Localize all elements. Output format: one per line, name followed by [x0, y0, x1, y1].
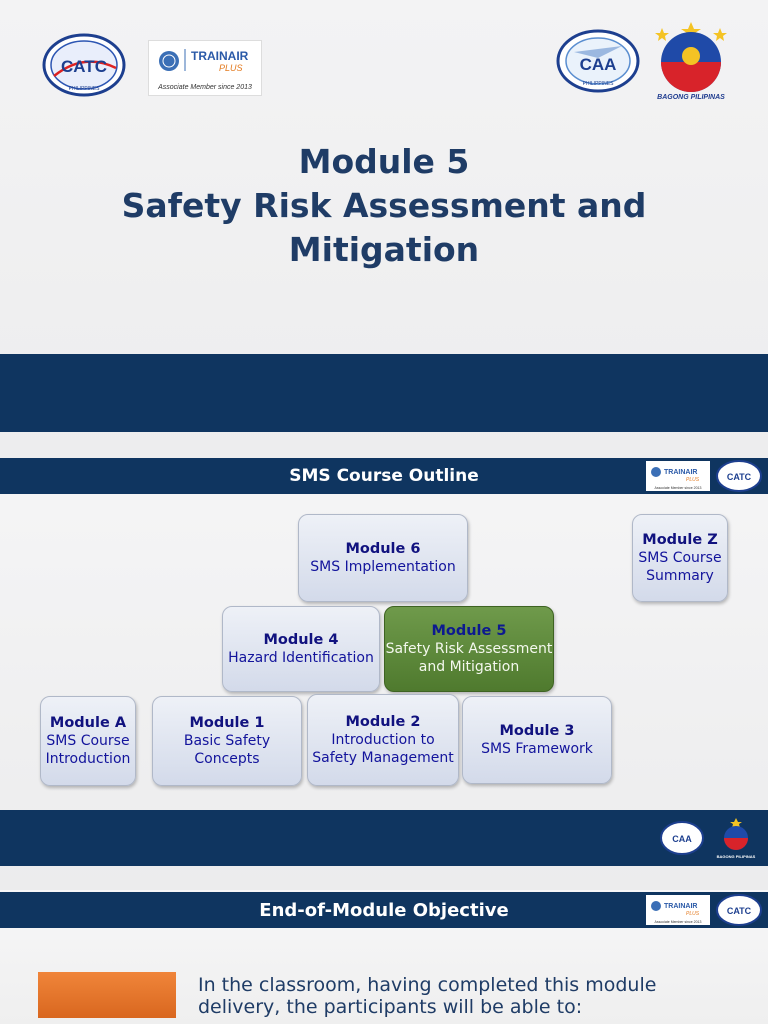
svg-text:CATC: CATC [61, 57, 107, 76]
module-title [0, 140, 768, 272]
module-2-card [307, 694, 459, 786]
module-desc: SMS Implementation [310, 559, 456, 575]
module-desc: SMS Framework [481, 741, 593, 757]
objective-header [0, 892, 768, 928]
title-line-1: Module 5 [298, 142, 470, 181]
module-name: Module 4 [263, 632, 339, 648]
outline-footer-band [0, 810, 768, 866]
module-desc: Safety Risk Assessment and Mitigation [385, 641, 553, 675]
header-logos [646, 894, 764, 926]
svg-text:PHILIPPINES: PHILIPPINES [68, 86, 100, 92]
title-slide [0, 0, 768, 458]
module-desc: Basic Safety Concepts [183, 733, 271, 767]
module-6-card [298, 514, 468, 602]
module-z-card [632, 514, 728, 602]
module-desc: SMS Course Introduction [45, 733, 131, 767]
caa-logo [554, 28, 642, 94]
svg-text:PHILIPPINES: PHILIPPINES [582, 81, 614, 87]
svg-text:TRAINAIR: TRAINAIR [664, 903, 698, 910]
module-5-card-active [384, 606, 554, 692]
svg-text:CAA: CAA [579, 55, 617, 74]
module-name: Module A [49, 715, 127, 731]
module-name: Module 5 [431, 623, 507, 639]
objective-text: In the classroom, having completed this module delivery, the participants will be able to: [198, 974, 657, 1018]
svg-text:Associate Member since 2013: Associate Member since 2013 [158, 84, 252, 91]
title-line-2: Safety Risk Assessment and [121, 186, 647, 225]
svg-text:CATC: CATC [726, 472, 752, 482]
course-outline-slide [0, 458, 768, 890]
svg-text:BAGONG PILIPINAS: BAGONG PILIPINAS [716, 854, 756, 859]
objective-accent-bar [38, 972, 176, 1018]
title-band [0, 354, 768, 432]
svg-text:BAGONG PILIPINAS: BAGONG PILIPINAS [657, 94, 725, 101]
module-name: Module 2 [345, 714, 421, 730]
module-a-card [40, 696, 136, 786]
header-logos [646, 460, 764, 492]
module-3-card [462, 696, 612, 784]
svg-text:Associate Member since 2013: Associate Member since 2013 [654, 486, 702, 490]
outline-title: SMS Course Outline [289, 466, 479, 486]
title-line-3: Mitigation [288, 230, 480, 269]
module-name: Module Z [642, 532, 718, 548]
bagong-pilipinas-logo [652, 20, 730, 102]
svg-text:CAA: CAA [672, 834, 692, 844]
module-4-card [222, 606, 380, 692]
module-name: Module 6 [345, 541, 421, 557]
svg-text:PLUS: PLUS [219, 63, 243, 73]
svg-text:CATC: CATC [726, 906, 752, 916]
objective-title: End-of-Module Objective [259, 900, 509, 921]
footer-logos [660, 816, 760, 860]
svg-text:Associate Member since 2013: Associate Member since 2013 [654, 920, 702, 924]
catc-logo [40, 32, 128, 98]
module-desc: SMS Course Summary [638, 550, 722, 584]
svg-text:TRAINAIR: TRAINAIR [664, 469, 698, 476]
objective-slide [0, 890, 768, 1024]
module-desc: Hazard Identification [228, 650, 374, 666]
svg-text:PLUS: PLUS [686, 911, 700, 917]
module-1-card [152, 696, 302, 786]
trainair-plus-logo [148, 40, 262, 96]
svg-text:PLUS: PLUS [686, 477, 700, 483]
module-name: Module 1 [189, 715, 265, 731]
module-desc: Introduction to Safety Management [312, 732, 454, 766]
module-name: Module 3 [499, 723, 575, 739]
svg-text:TRAINAIR: TRAINAIR [191, 49, 249, 63]
outline-header [0, 458, 768, 494]
